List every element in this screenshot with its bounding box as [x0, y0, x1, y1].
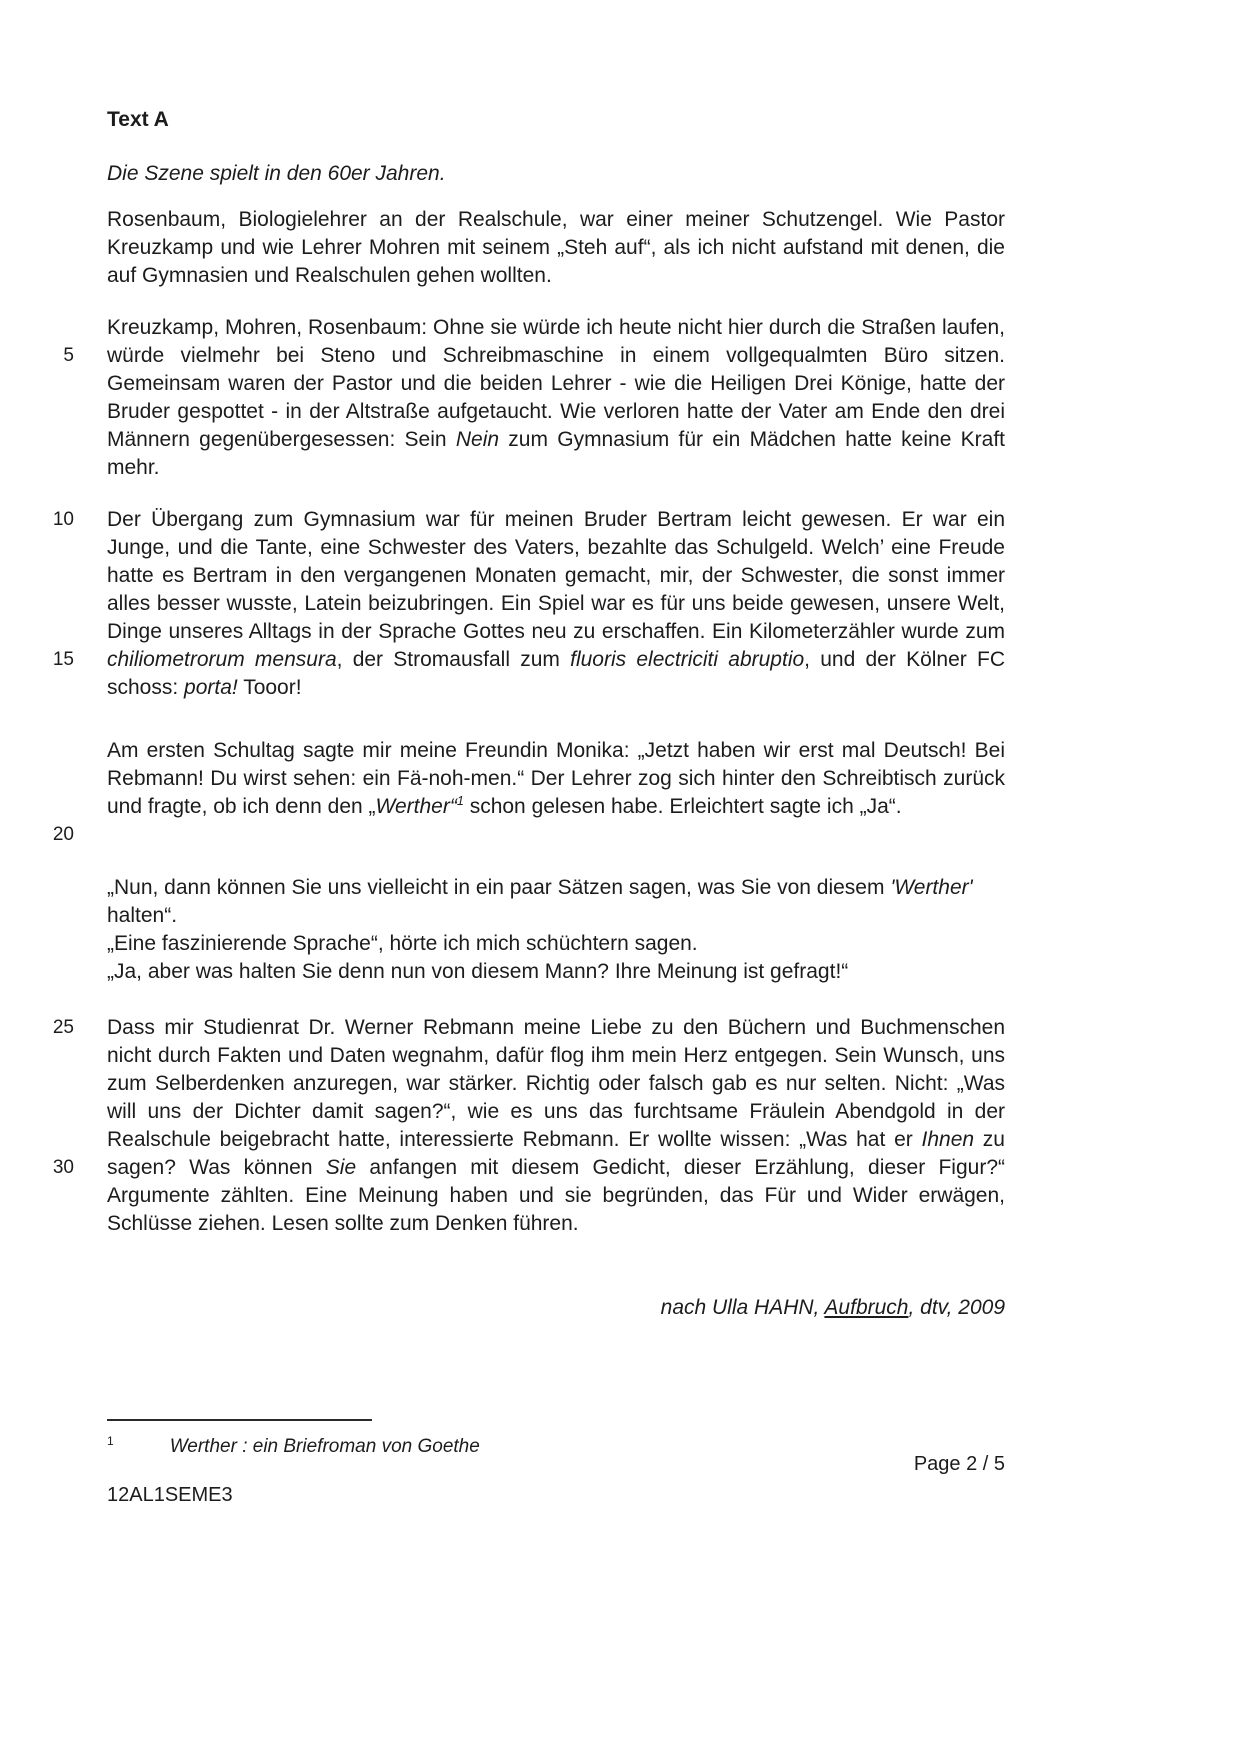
margin-line-number-25: 25: [52, 1017, 74, 1038]
paragraph: [107, 737, 1005, 821]
margin-line-number-5: 5: [63, 345, 74, 366]
margin-line-number-15: 15: [52, 649, 74, 670]
text-segment: 'Werther': [890, 876, 973, 899]
intro-line: Die Szene spielt in den 60er Jahren.: [107, 162, 446, 185]
text-segment: , dtv, 2009: [908, 1296, 1005, 1319]
margin-line-number-30: 30: [52, 1157, 74, 1178]
paragraph: [107, 1014, 1005, 1238]
text-segment: 1: [456, 794, 464, 808]
text-segment: chiliometrorum mensura: [107, 648, 337, 671]
page-title: Text A: [107, 108, 169, 131]
text-segment: “: [449, 795, 457, 818]
attribution: [107, 1294, 1005, 1322]
paragraph: [107, 506, 1005, 702]
footnote-text: Werther : ein Briefroman von Goethe: [169, 1436, 480, 1458]
paragraph: [107, 206, 1005, 290]
text-segment: zu sagen? Was können: [107, 1128, 1005, 1179]
footnote-separator: [107, 1419, 372, 1421]
margin-line-number-10: 10: [52, 509, 74, 530]
text-segment: Der Übergang zum Gymnasium war für meinen Bruder Bertram leicht gewesen. Er war ein Junge, und die Tante, eine Schwester des Vaters, bezahlte das Schulgeld. Welch’ eine Freude hatte es Bertram in den vergangenen Monaten gemacht, mir, der Schwester, die sonst immer alles besser wusste, Latein beizubringen. Ein Spiel war es für uns beide gewesen, unsere Welt, Dinge unseres Alltags in der Sprache Gottes neu zu erschaffen. Ein Kilometerzähler wurde zum: [107, 508, 1005, 643]
text-segment: Aufbruch: [824, 1296, 909, 1319]
text-segment: anfangen mit diesem Gedicht, dieser Erzählung, dieser Figur?“ Argumente zählten. Eine Meinung haben und sie begründen, das Für und Wider erwägen, Schlüsse ziehen. Lesen sollte zum Denken führen.: [107, 1156, 1005, 1235]
text-segment: halten“.: [107, 904, 178, 927]
text-segment: schon gelesen habe. Erleichtert sagte ich „Ja“.: [463, 795, 902, 818]
text-segment: Nein: [455, 428, 500, 451]
margin-line-number-20: 20: [52, 824, 74, 845]
text-segment: nach Ulla HAHN,: [660, 1296, 825, 1319]
page-number-label: Page 2 / 5: [913, 1453, 1005, 1475]
text-segment: , und der Kölner FC schoss:: [107, 648, 1005, 699]
text-segment: Werther: [375, 795, 450, 818]
text-segment: „Ja, aber was halten Sie denn nun von diesem Mann? Ihre Meinung ist gefragt!“: [107, 960, 849, 983]
text-segment: Tooor!: [237, 676, 302, 699]
text-segment: Am ersten Schultag sagte mir meine Freundin Monika: „Jetzt haben wir erst mal Deutsch! Bei Rebmann! Du wirst sehen: ein Fä-noh-men.“ Der Lehrer zog sich hinter den Schreibtisch zurück und fragte, ob ich denn den „: [107, 739, 1005, 818]
paragraph: [107, 314, 1005, 482]
text-segment: Rosenbaum, Biologielehrer an der Realschule, war einer meiner Schutzengel. Wie Pastor Kreuzkamp und wie Lehrer Mohren mit seinem „Steh auf“, als ich nicht aufstand mit denen, die auf Gymnasien und Realschulen gehen wollten.: [107, 208, 1005, 287]
text-segment: fluoris electriciti abruptio: [570, 648, 805, 671]
text-segment: porta!: [184, 676, 238, 699]
text-segment: Sie: [325, 1156, 357, 1179]
paragraph: [107, 874, 1005, 986]
text-segment: „Nun, dann können Sie uns vielleicht in ein paar Sätzen sagen, was Sie von diesem: [107, 876, 891, 899]
text-segment: Dass mir Studienrat Dr. Werner Rebmann meine Liebe zu den Büchern und Buchmenschen nicht durch Fakten und Daten wegnahm, dafür flog ihm mein Herz entgegen. Sein Wunsch, uns zum Selberdenken anzuregen, war stärker. Richtig oder falsch gab es nur selten. Nicht: „Was will uns der Dichter damit sagen?“, wie es uns das furchtsame Fräulein Abendgold in der Realschule beigebracht hatte, interessierte Rebmann. Er wollte wissen: „Was hat er: [107, 1016, 1005, 1151]
text-segment: zum Gymnasium für ein Mädchen hatte keine Kraft mehr.: [107, 428, 1005, 479]
text-segment: Ihnen: [921, 1128, 975, 1151]
text-segment: Kreuzkamp, Mohren, Rosenbaum: Ohne sie würde ich heute nicht hier durch die Straßen laufen, würde vielmehr bei Steno und Schreibmaschine in einem vollgequalmten Büro sitzen. Gemeinsam waren der Pastor und die beiden Lehrer - wie die Heiligen Drei Könige, hatte der Bruder gespottet - in der Altstraße aufgetaucht. Wie verloren hatte der Vater am Ende den drei Männern gegenübergesessen: Sein: [107, 316, 1005, 451]
footnote-marker: 1: [107, 1434, 114, 1448]
text-segment: „Eine faszinierende Sprache“, hörte ich mich schüchtern sagen.: [107, 932, 698, 955]
text-segment: , der Stromausfall zum: [336, 648, 571, 671]
document-code: 12AL1SEME3: [107, 1484, 233, 1506]
